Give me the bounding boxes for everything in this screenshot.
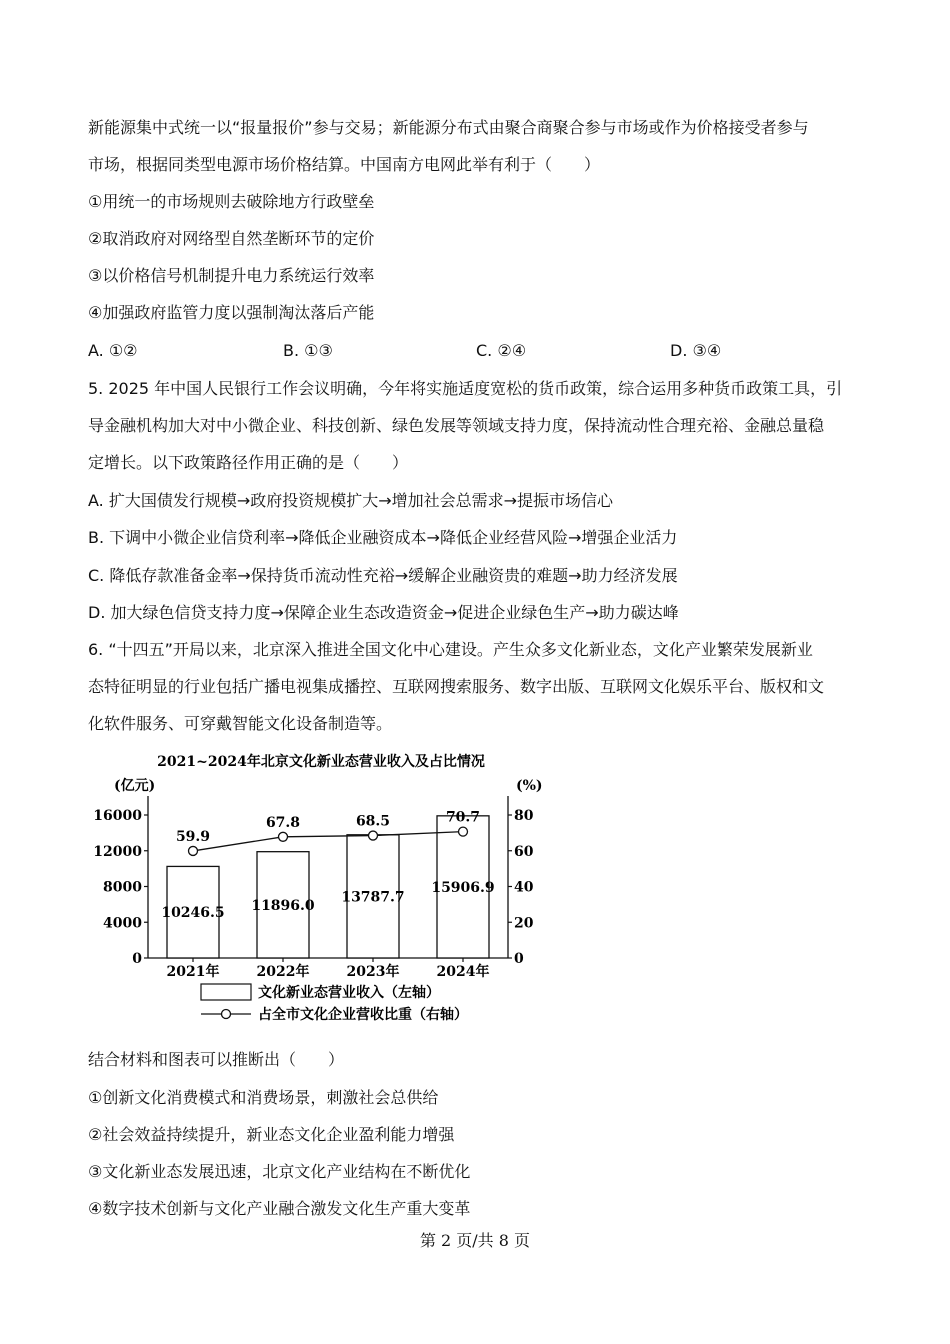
bar-value-label: 10246.5 — [161, 905, 225, 922]
q4-option-d: D. ③④ — [670, 341, 722, 360]
left-tick-label: 16000 — [93, 808, 142, 824]
q4-options — [88, 341, 788, 361]
left-tick-label: 8000 — [103, 879, 142, 896]
q4-item-4: ④加强政府监管力度以强制淘汰落后产能 — [88, 303, 375, 322]
left-tick-label: 12000 — [93, 843, 142, 860]
q4-stem-line-1: 新能源集中式统一以“报量报价”参与交易；新能源分布式由聚合商聚合参与市场或作为价格接受者参与 — [88, 118, 809, 137]
q4-option-c: C. ②④ — [476, 341, 527, 360]
bar-value-label: 13787.7 — [341, 889, 405, 906]
x-tick-label: 2024年 — [436, 964, 490, 980]
right-tick-label: 80 — [514, 808, 534, 824]
x-tick-label: 2023年 — [346, 964, 400, 980]
share-point — [369, 831, 378, 840]
q4-item-2: ②取消政府对网络型自然垄断环节的定价 — [88, 229, 375, 248]
q6-item-3: ③文化新业态发展迅速，北京文化产业结构在不断优化 — [88, 1162, 471, 1181]
q5-stem-line-3: 定增长。以下政策路径作用正确的是（ ） — [88, 453, 409, 472]
right-tick-label: 20 — [514, 915, 534, 932]
q6-prompt: 结合材料和图表可以推断出（ ） — [88, 1050, 345, 1069]
right-tick-label: 40 — [514, 879, 534, 896]
q6-item-2: ②社会效益持续提升，新业态文化企业盈利能力增强 — [88, 1125, 455, 1144]
legend-line-label: 占全市文化企业营收比重（右轴） — [258, 1007, 468, 1023]
left-axis-unit: (亿元) — [114, 778, 156, 794]
right-tick-label: 60 — [514, 843, 534, 860]
share-point-label: 68.5 — [355, 813, 391, 830]
q4-option-a: A. ①② — [88, 341, 138, 360]
q6-stem-line-1: 6. “十四五”开局以来，北京深入推进全国文化中心建设。产生众多文化新业态，文化产业繁荣发展新业 — [88, 640, 813, 659]
q5-option-d: D. 加大绿色信贷支持力度→保障企业生态改造资金→促进企业绿色生产→助力碳达峰 — [88, 603, 679, 622]
q6-item-1: ①创新文化消费模式和消费场景，刺激社会总供给 — [88, 1088, 439, 1107]
q6-stem-line-3: 化软件服务、可穿戴智能文化设备制造等。 — [88, 714, 393, 733]
chart-title: 2021~2024年北京文化新业态营业收入及占比情况 — [157, 754, 485, 770]
q5-option-a: A. 扩大国债发行规模→政府投资规模扩大→增加社会总需求→提振市场信心 — [88, 491, 614, 510]
share-point-label: 70.7 — [445, 809, 481, 826]
left-tick-label: 4000 — [103, 915, 142, 932]
share-point — [279, 832, 288, 841]
q5-option-b: B. 下调中小微企业信贷利率→降低企业融资成本→降低企业经营风险→增强企业活力 — [88, 528, 678, 547]
x-tick-label: 2022年 — [256, 964, 310, 980]
q4-item-1: ①用统一的市场规则去破除地方行政壁垒 — [88, 192, 375, 211]
bar-value-label: 15906.9 — [431, 879, 495, 896]
share-point — [459, 827, 468, 836]
x-tick-label: 2021年 — [166, 964, 220, 980]
q5-stem-line-2: 导金融机构加大对中小微企业、科技创新、绿色发展等领域支持力度，保持流动性合理充裕、金融总量稳 — [88, 416, 825, 435]
share-point-label: 67.8 — [265, 814, 301, 831]
q4-item-3: ③以价格信号机制提升电力系统运行效率 — [88, 266, 375, 285]
legend-line-marker — [222, 1010, 231, 1019]
legend-bar-swatch — [201, 984, 251, 1000]
q5-option-c: C. 降低存款准备金率→保持货币流动性充裕→缓解企业融资贵的难题→助力经济发展 — [88, 566, 678, 585]
share-line — [193, 832, 463, 851]
bar-value-label: 11896.0 — [251, 897, 315, 914]
q6-stem-line-2: 态特征明显的行业包括广播电视集成播控、互联网搜索服务、数字出版、互联网文化娱乐平台、版权和文 — [88, 677, 825, 696]
right-axis-unit: (%) — [516, 778, 543, 794]
right-tick-label: 0 — [514, 951, 524, 967]
revenue-chart-svg — [88, 748, 558, 1033]
share-point-label: 59.9 — [175, 828, 211, 845]
left-tick-label: 0 — [132, 951, 142, 967]
q6-item-4: ④数字技术创新与文化产业融合激发文化生产重大变革 — [88, 1199, 471, 1218]
page-footer: 第 2 页/共 8 页 — [419, 1231, 531, 1250]
q4-option-b: B. ①③ — [283, 341, 333, 360]
revenue-chart — [88, 748, 558, 1037]
share-point — [189, 846, 198, 855]
q5-stem-line-1: 5. 2025 年中国人民银行工作会议明确，今年将实施适度宽松的货币政策，综合运用多种货币政策工具，引 — [88, 379, 843, 398]
q4-stem-line-2: 市场，根据同类型电源市场价格结算。中国南方电网此举有利于（ ） — [88, 155, 601, 174]
legend-bar-label: 文化新业态营业收入（左轴） — [258, 985, 440, 1001]
